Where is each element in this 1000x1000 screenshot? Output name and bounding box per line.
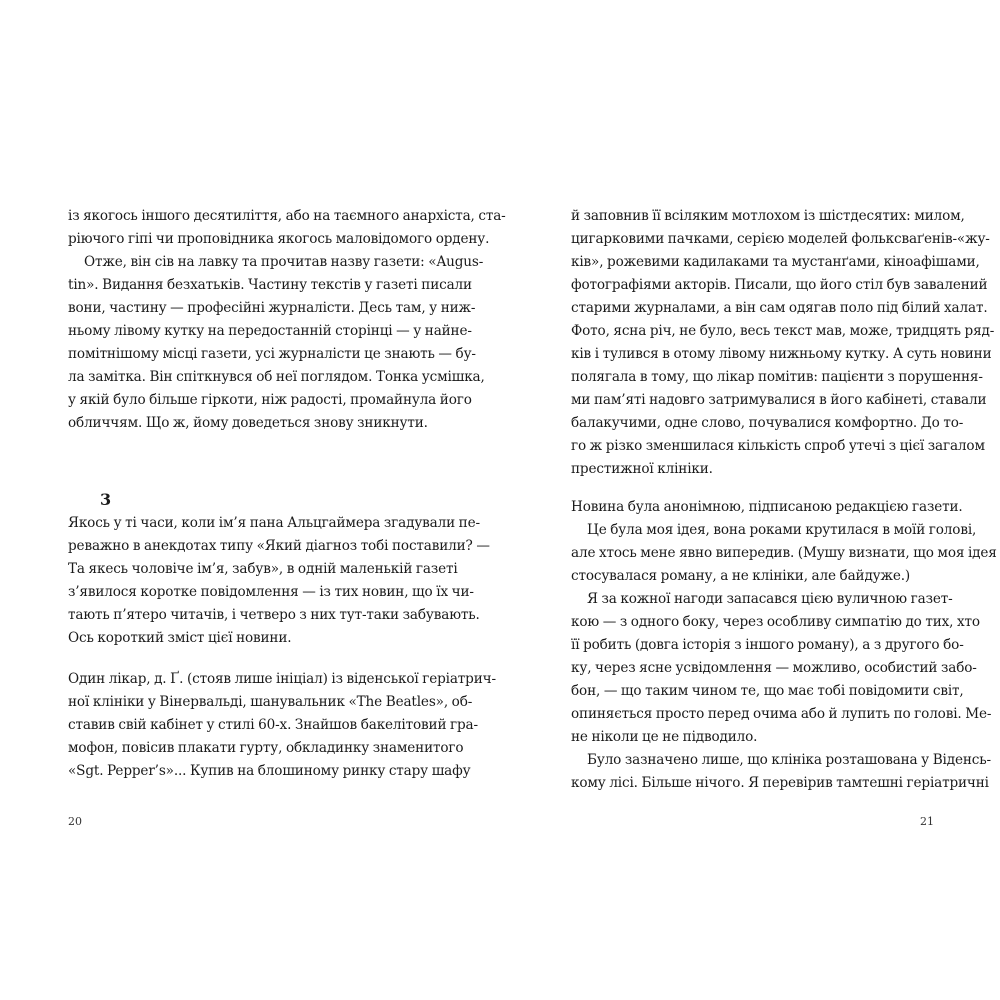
text-line: Фото, ясна річ, не було, весь текст мав, може, тридцять ряд- xyxy=(571,323,995,339)
text-line: Якось у ті часи, коли ім’я пана Альцгаймера згадували пе- xyxy=(68,515,480,531)
text-line: стосувалася роману, а не клініки, але байдуже.) xyxy=(571,568,911,584)
text-line: мофон, повісив плакати гурту, обкладинку знаменитого xyxy=(68,740,464,756)
text-line: й заповнив її всіляким мотлохом із шістдесятих: милом, xyxy=(571,208,965,224)
text-line: реважно в анекдотах типу «Який діагноз тобі поставили? — xyxy=(68,538,490,554)
text-line: із якогось іншого десятиліття, або на таємного анархіста, ста- xyxy=(68,208,506,224)
text-line: Було зазначено лише, що клініка розташована у Віденсь- xyxy=(587,752,991,768)
text-line: Ось короткий зміст цієї новини. xyxy=(68,630,292,646)
left-page xyxy=(68,0,506,1000)
text-line: ків», рожевими кадилаками та мустанґами, кіноафішами, xyxy=(571,254,980,270)
section-number: 3 xyxy=(100,490,112,509)
text-line: Отже, він сів на лавку та прочитав назву газети: «Augus- xyxy=(84,254,484,270)
text-line: ку, через ясне усвідомлення — можливо, особистий забо- xyxy=(571,660,977,676)
text-line: Новина була анонімною, підписаною редакцією газети. xyxy=(571,499,963,515)
text-line: вони, частину — професійні журналісти. Десь там, у ниж- xyxy=(68,300,476,316)
text-line: ла замітка. Він спіткнувся об неї поглядом. Тонка усмішка, xyxy=(68,369,485,385)
text-line: тають п’ятеро читачів, і четверо з них тут-таки забувають. xyxy=(68,607,480,623)
text-line: старими журналами, а він сам одягав поло під білий халат. xyxy=(571,300,988,316)
text-line: цигарковими пачками, серією моделей фольксваґенів-«жу- xyxy=(571,231,990,247)
right-page xyxy=(571,0,997,1000)
text-line: ків і тулився в отому лівому нижньому кутку. А суть новини xyxy=(571,346,992,362)
text-line: ної клініки у Вінервальді, шанувальник «The Beatles», об- xyxy=(68,694,473,710)
text-line: Це була моя ідея, вона роками крутилася в моїй голові, xyxy=(587,522,977,538)
text-line: з’явилося коротке повідомлення — із тих новин, що їх чи- xyxy=(68,584,474,600)
text-line: tin». Видання безхатьків. Частину текстів у газеті писали xyxy=(68,277,472,293)
text-line: ми пам’яті надовго затримувалися в його кабінеті, ставали xyxy=(571,392,987,408)
page-number: 21 xyxy=(920,815,934,828)
text-line: у якій було більше гіркоти, ніж радості, промайнула його xyxy=(68,392,472,408)
text-line: Та якесь чоловіче ім’я, забув», в одній маленькій газеті xyxy=(68,561,458,577)
text-line: обличчям. Що ж, йому доведеться знову зникнути. xyxy=(68,415,428,431)
text-line: престижної клініки. xyxy=(571,461,713,477)
text-line: Я за кожної нагоди запасався цією вуличною газет- xyxy=(587,591,953,607)
text-line: не ніколи це не підводило. xyxy=(571,729,758,745)
text-line: фотографіями акторів. Писали, що його стіл був завалений xyxy=(571,277,988,293)
text-line: балакучими, одне слово, почувалися комфортно. До то- xyxy=(571,415,964,431)
text-line: опиняється просто перед очима або й лупить по голові. Ме- xyxy=(571,706,992,722)
text-line: помітнішому місці газети, усі журналісти це знають — бу- xyxy=(68,346,476,362)
text-line: «Sgt. Pepper’s»... Купив на блошиному ринку стару шафу xyxy=(68,763,471,779)
text-line: ставив свій кабінет у стилі 60-х. Знайшов бакелітовий гра- xyxy=(68,717,478,733)
text-line: ньому лівому кутку на передостанній сторінці — у найне- xyxy=(68,323,472,339)
text-line: її робить (довга історія з іншого роману), а з другого бо- xyxy=(571,637,964,653)
text-line: го ж різко зменшилася кількість спроб утечі з цієї загалом xyxy=(571,438,985,454)
text-line: кому лісі. Більше нічого. Я перевірив тамтешні геріатричні xyxy=(571,775,989,791)
text-line: але хтось мене явно випередив. (Мушу визнати, що моя ідея xyxy=(571,545,997,561)
text-line: Один лікар, д. Ґ. (стояв лише ініціал) із віденської геріатрич- xyxy=(68,671,496,687)
text-line: ріючого гіпі чи проповідника якогось маловідомого ордену. xyxy=(68,231,490,247)
page-number: 20 xyxy=(68,815,82,828)
text-line: бон, — що таким чином те, що має тобі повідомити світ, xyxy=(571,683,964,699)
text-line: полягала в тому, що лікар помітив: пацієнти з порушення- xyxy=(571,369,983,385)
text-line: кою — з одного боку, через особливу симпатію до тих, хто xyxy=(571,614,980,630)
